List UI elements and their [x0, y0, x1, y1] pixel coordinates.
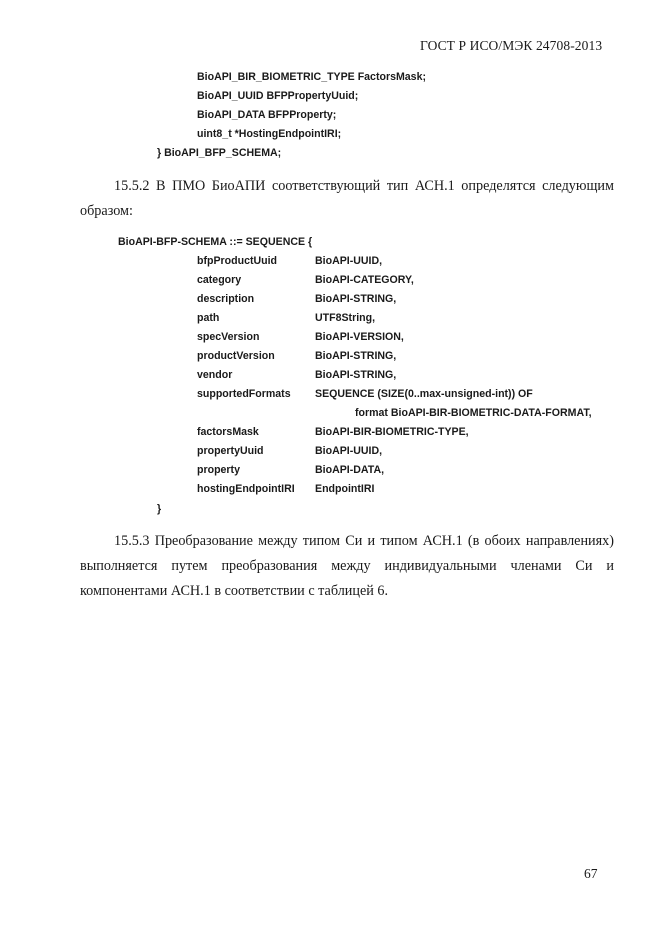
- asn1-field-type: EndpointIRI: [315, 483, 375, 495]
- page-number: 67: [584, 866, 598, 881]
- c-struct-closing: } BioAPI_BFP_SCHEMA;: [157, 147, 282, 159]
- asn1-sequence-closing: }: [157, 503, 162, 515]
- asn1-field-type: BioAPI-STRING,: [315, 293, 397, 305]
- section-15-5-3-paragraph: [80, 529, 614, 604]
- asn1-field-type: BioAPI-UUID,: [315, 255, 383, 267]
- asn1-field-type: BioAPI-VERSION,: [315, 331, 404, 343]
- asn1-field-type: BioAPI-DATA,: [315, 464, 385, 476]
- section-15-5-3-text: 15.5.3 Преобразование между типом Си и типом АСН.1 (в обоих направлениях) выполняется путем преобразования между индивидуальными членами Си и компонентами АСН.1 в соответствии с таблицей 6.: [80, 533, 614, 599]
- asn1-field-name: property: [197, 464, 240, 476]
- asn1-field-name: specVersion: [197, 331, 260, 343]
- asn1-field-type: BioAPI-BIR-BIOMETRIC-TYPE,: [315, 426, 469, 438]
- asn1-field-name: productVersion: [197, 350, 275, 362]
- asn1-field-type: UTF8String,: [315, 312, 376, 324]
- asn1-field-name: hostingEndpointIRI: [197, 483, 295, 495]
- asn1-field-name: bfpProductUuid: [197, 255, 278, 267]
- asn1-field-name: propertyUuid: [197, 445, 264, 457]
- asn1-field-name: category: [197, 274, 242, 286]
- asn1-field-name: factorsMask: [197, 426, 259, 438]
- c-struct-line: BioAPI_UUID BFPPropertyUuid;: [197, 90, 359, 102]
- asn1-field-type: BioAPI-STRING,: [315, 369, 397, 381]
- asn1-field-type: BioAPI-UUID,: [315, 445, 383, 457]
- c-struct-line: uint8_t *HostingEndpointIRI;: [197, 128, 342, 140]
- asn1-field-name: supportedFormats: [197, 388, 291, 400]
- asn1-field-name: vendor: [197, 369, 233, 381]
- asn1-sequence-opening: BioAPI-BFP-SCHEMA ::= SEQUENCE {: [118, 236, 313, 248]
- asn1-field-type: SEQUENCE (SIZE(0..max-unsigned-int)) OF: [315, 388, 533, 400]
- asn1-field-type: BioAPI-STRING,: [315, 350, 397, 362]
- asn1-field-type: BioAPI-CATEGORY,: [315, 274, 414, 286]
- section-15-5-2-paragraph: [80, 174, 614, 224]
- c-struct-line: BioAPI_DATA BFPProperty;: [197, 109, 337, 121]
- section-15-5-2-text: 15.5.2 В ПМО БиоАПИ соответствующий тип АСН.1 определятся следующим образом:: [80, 178, 614, 219]
- asn1-field-type-continuation: format BioAPI-BIR-BIOMETRIC-DATA-FORMAT,: [355, 407, 592, 419]
- c-struct-line: BioAPI_BIR_BIOMETRIC_TYPE FactorsMask;: [197, 71, 426, 83]
- asn1-field-name: description: [197, 293, 255, 305]
- asn1-field-name: path: [197, 312, 220, 324]
- standard-header: ГОСТ Р ИСО/МЭК 24708-2013: [420, 38, 603, 53]
